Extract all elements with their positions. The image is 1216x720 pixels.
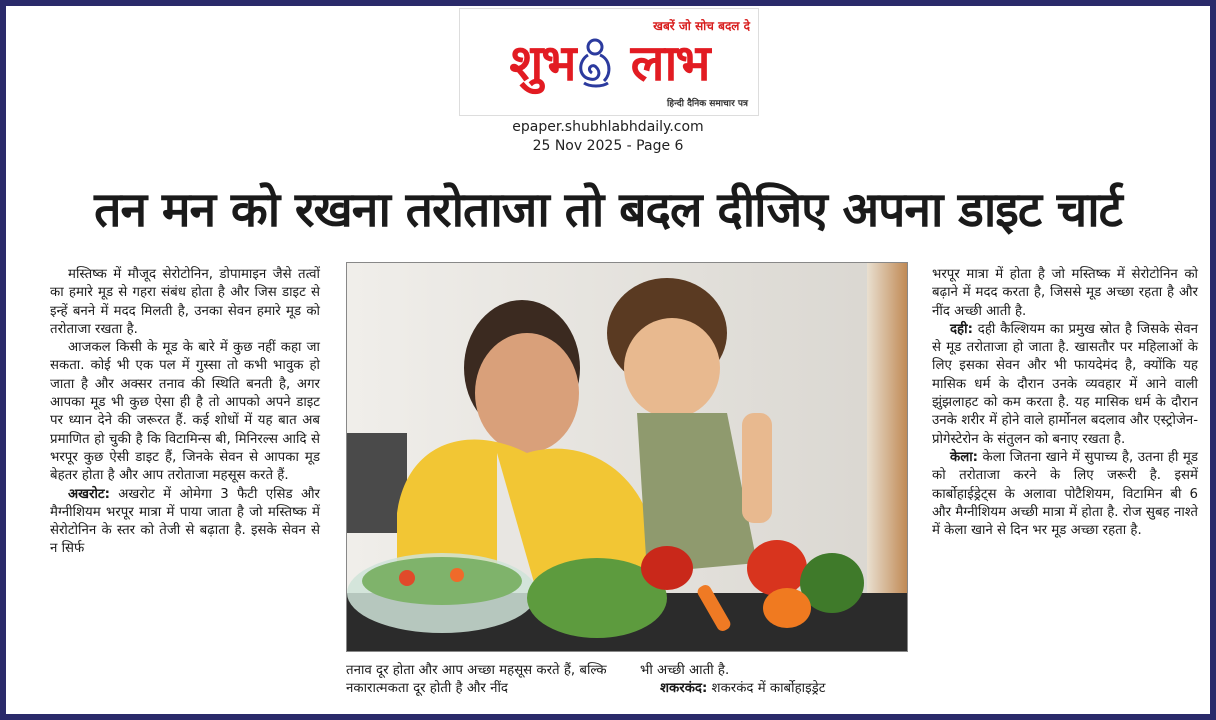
logo-word-shubh: शुभ xyxy=(509,34,575,92)
paragraph-text: शकरकंद में कार्बोहाइड्रेट xyxy=(707,681,826,697)
article-column-right xyxy=(932,266,1198,540)
paragraph-text: भी अच्छी आती है. xyxy=(640,663,730,678)
paragraph-lead: दही: xyxy=(950,321,973,337)
article-column-middle2-tail xyxy=(640,662,910,699)
paragraph-lead: केला: xyxy=(950,449,978,465)
paragraph: मस्तिष्क में मौजूद सेरोटोनिन, डोपामाइन जैसे तत्वों का हमारे मूड से गहरा संबंध होता है और जिस डाइट से इन्हें बनने में मदद मिलती है, उनका सेवन हमारे मूड को तरोताजा रखता है. xyxy=(50,267,320,337)
paragraph-text: केला जितना खाने में सुपाच्य है, उतना ही मूड को तरोताजा करने के लिए जरूरी है. इसमें कार्बोहाईड्रेट्स के अलावा पोटैशियम, विटामिन बी 6 और मैग्नीशियम अच्छी मात्रा में होता है. रोज सुबह नाश्ते में केला खाने से दिन भर मूड अच्छा रहता है. xyxy=(932,449,1198,539)
paragraph: भरपूर मात्रा में होता है जो मस्तिष्क में सेरोटोनिन को बढ़ाने में मदद करता है, जिससे मूड अच्छा रहता है और नींद अच्छी आती है. xyxy=(932,267,1198,319)
edition-info xyxy=(459,118,757,156)
paragraph-text: अखरोट में ओमेगा 3 फैटी एसिड और मैग्नीशियम भरपूर मात्रा में पाया जाता है जो मस्तिष्क में सेरोटोनिन के स्तर को तेजी से बढ़ाता है. इसके सेवन से न सिर्फ xyxy=(50,486,320,557)
paragraph-lead: अखरोट: xyxy=(68,486,110,502)
logo-word-labh: लाभ xyxy=(630,34,709,92)
article-column-middle-tail: तनाव दूर होता और आप अच्छा महसूस करते हैं, बल्कि नकारात्मकता दूर होती है और नींद xyxy=(346,663,607,697)
paragraph xyxy=(932,449,1198,540)
paragraph xyxy=(932,321,1198,449)
article-photo xyxy=(346,262,908,652)
newspaper-masthead[interactable] xyxy=(459,8,759,116)
source-site: epaper.shubhlabhdaily.com xyxy=(512,119,704,135)
epaper-page xyxy=(6,6,1210,714)
paragraph-text: दही कैल्शियम का प्रमुख स्रोत है जिसके सेवन से मूड तरोताजा हो जाता है. खासतौर पर महिलाओं के लिए इसका सेवन और भी फायदेमंद है, क्योंकि यह मासिक धर्म के दौरान उनके व्यवहार में आने वाली झुंझलाहट को कम करता है. यह मासिक धर्म के दौरान उनके शरीर में होने वाले हार्मोनल बदलाव और एस्ट्रोजेन- प्रोगेस्टेरोन के संतुलन को बनाए रखता है. xyxy=(932,321,1198,447)
masthead-tagline: खबरें जो सोच बदल दे xyxy=(653,19,750,33)
paragraph xyxy=(50,486,320,559)
paragraph-lead: शकरकंद: xyxy=(660,681,708,697)
article-column-left xyxy=(50,266,320,559)
dateline: 25 Nov 2025 - Page 6 xyxy=(532,138,684,154)
paragraph: आजकल किसी के मूड के बारे में कुछ नहीं कहा जा सकता. कोई भी एक पल में गुस्सा तो कभी भावुक हो जाता है और अक्सर तनाव की स्थिति बनती है, अगर आपका मूड भी कुछ ऐसा ही है तो आपको अपने डाइट पर ध्यान देने की जरूरत हैं. कई शोधों में यह बात अब प्रमाणित हो चुकी है कि विटामिन्स बी, मिनिरल्स आदि से भरपूर कुछ ऐसी डाइट हैं, जिनके सेवन से आपका मूड बेहतर होता है और आप तरोताजा महसूस करते हैं. xyxy=(50,340,320,484)
ganesh-icon xyxy=(572,35,618,89)
masthead-subtagline: हिन्दी दैनिक समाचार पत्र xyxy=(666,99,748,109)
father-son-cooking-image xyxy=(347,263,907,651)
article-headline: तन मन को रखना तरोताजा तो बदल दीजिए अपना डाइट चार्ट xyxy=(94,182,1122,238)
